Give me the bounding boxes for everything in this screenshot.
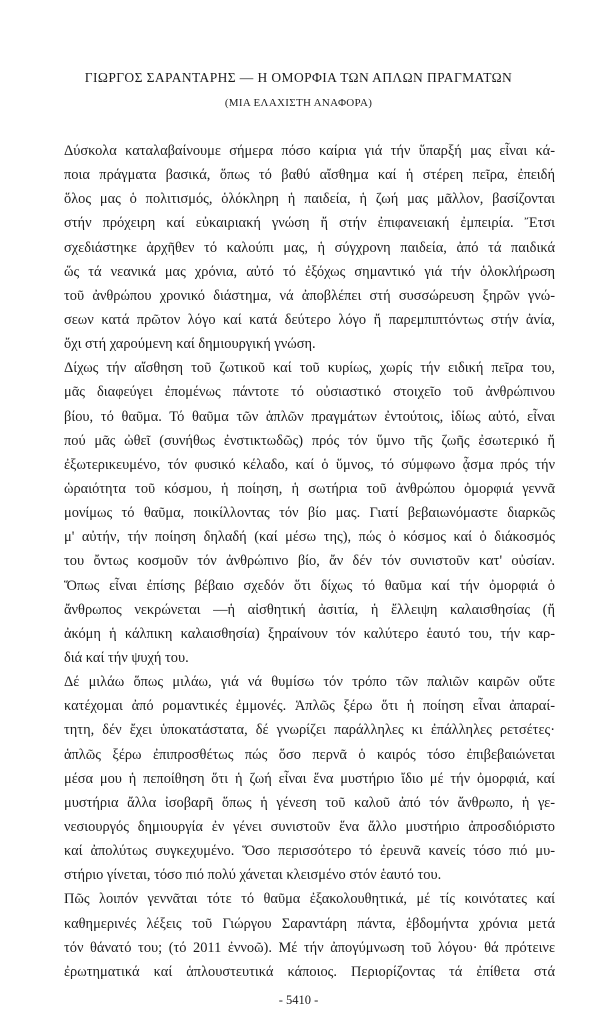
article-subtitle: (ΜΙΑ ΕΛΑΧΙΣΤΗ ΑΝΑΦΟΡΑ) (224, 97, 373, 109)
article-body (64, 139, 555, 984)
text-line: τητη, δέν ἔχει ὑποκατάστατα, δέ γνωρίζει παράλληλες κι ἐπάλληλες ρετσέτες· (64, 722, 555, 739)
text-line: πού μᾶς ὠθεῖ (συνήθως ἐνστικτωδῶς) πρός τόν ὕμνο τῆς ζωῆς ἐσωτερικό ἤ (64, 432, 555, 449)
text-line: στήν πρόχειρη καί εὐκαιριακή γνώση ἤ στήν ἐπιφανειακή ἐμπειρία. Ἔτσι (64, 215, 555, 232)
text-line: μέσα μου ἡ πεποίθηση ὅτι ἡ ζωή εἶναι ἕνα μυστήριο ἴδιο μέ τήν ὀμορφιά, καί (64, 770, 555, 787)
text-line: νεσιουργός δημιουργία ἐν γένει συνιστοῦν ἕνα ἄλλο μυστήριο ἀπροσδιόριστο (64, 818, 555, 835)
text-line: στήριο γίνεται, τόσο πιό πολύ χάνεται κλεισμένο στόν ἑαυτό του. (64, 867, 442, 884)
text-line: σεων κατά πρῶτον λόγο καί κατά δεύτερο λόγο ἤ παρεμπιπτόντως στήν ἀνία, (64, 311, 555, 328)
text-line: του ὄντως κοσμοῦν τόν ἀνθρώπινο βίο, ἄν δέν τόν συνιστοῦν κατ' οὐσίαν. (64, 553, 555, 570)
text-line: κατέχομαι ἀπό ρομαντικές ἐμμονές. Ἁπλῶς ξέρω ὅτι ἡ ποίηση εἶναι ἀπαραί- (64, 698, 555, 715)
text-line: καθημερινές λέξεις τοῦ Γιώργου Σαραντάρη πάντα, ἑβδομήντα χρόνια μετά (64, 915, 555, 932)
paragraph-4 (64, 887, 555, 984)
text-line: ὄχι στή χαρούμενη καί δημιουργική γνώση. (64, 336, 316, 353)
text-line: τόν θάνατό του; (τό 2011 ἐννοῶ). Μέ τήν ἀπογύμνωση τοῦ λόγου· θά πρότεινε (64, 939, 555, 956)
text-line: μονίμως τό θαῦμα, ποικίλλοντας τόν βίο μας. Γιατί βεβαιωνόμαστε διαρκῶς (64, 505, 555, 522)
text-line: Ὅπως εἶναι ἐπίσης βέβαιο σχεδόν ὅτι δίχως τό θαῦμα καί τήν ὀμορφιά ὁ (64, 577, 555, 594)
text-line: σχεδιάστηκε ἀρχῆθεν τό καλούπι μας, ἡ σύγχρονη παιδεία, ἀπό τά παιδικά (64, 239, 555, 256)
text-line: Δίχως τήν αἴσθηση τοῦ ζωτικοῦ καί τοῦ κυρίως, χωρίς τήν ειδική πεῖρα του, (64, 360, 555, 377)
page-number: - 5410 - (278, 993, 319, 1007)
text-line: ποια πράγματα βασικά, ὅπως τό βαθύ αἴσθημα καί ἡ στέρεη πεῖρα, ἐπειδή (64, 167, 555, 184)
text-line: μ' αὐτήν, τήν ποίηση δηλαδή (καί μέσω της), πώς ὁ κόσμος καί ὁ διάκοσμός (64, 529, 555, 546)
text-line: διά καί τήν ψυχή του. (64, 649, 189, 666)
text-line: ἐξωτερικευμένο, τόν φυσικό κέλαδο, καί ὁ ὕμνος, τό σύμφωνο ᾆσμα πρός τήν (64, 456, 555, 473)
text-line: ἀκόμη ἡ κάλπικη καλαισθησία) ξηραίνουν τόν καλύτερο ἑαυτό του, τήν καρ- (64, 625, 555, 642)
text-line: βίου, τό θαῦμα. Τό θαῦμα τῶν ἁπλῶν πραγμάτων ἐντούτοις, ἰδίως αὐτό, εἶναι (64, 408, 555, 425)
text-line: καί ἀπολύτως συγκεχυμένο. Ὅσο περισσότερο τό ἐρευνᾶ κανείς τόσο πιό μυ- (64, 843, 555, 860)
text-line: τοῦ ἀνθρώπου χρονικό διάστημα, νά ἀποβλέπει στή συσσώρευση ξηρῶν γνώ- (64, 287, 555, 304)
paragraph-1 (64, 139, 555, 356)
text-line: ἄνθρωπος νεκρώνεται —ἡ αἰσθητική ἀσιτία, ἡ ἔλλειψη καλαισθησίας (ἤ (64, 601, 555, 618)
paragraph-3 (64, 670, 555, 887)
text-line: ἁπλῶς ξέρω ἐπιπροσθέτως πώς ὅσο περνᾶ ὁ καιρός τόσο ἐπιβεβαιώνεται (64, 746, 555, 763)
text-line: ἐρωτηματικά καί ἁπλουστευτικά κάποιος. Περιορίζοντας τά ἐπίθετα στά (64, 963, 555, 980)
text-line: ὡραιότητα τοῦ κόσμου, ἡ ποίηση, ἡ σωτήρια τοῦ ἀνθρώπου ὀμορφιά γεννᾶ (64, 480, 555, 497)
article-title: ΓΙΩΡΓΟΣ ΣΑΡΑΝΤΑΡΗΣ — Η ΟΜΟΡΦΙΑ ΤΩΝ ΑΠΛΩΝ ΠΡΑΓΜΑΤΩΝ (84, 70, 513, 85)
text-line: ὥς τά νεανικά μας χρόνια, αὐτό τό ἐξόχως σημαντικό γιά τήν ὁλοκλήρωση (64, 263, 555, 280)
paragraph-2 (64, 356, 555, 670)
text-line: μᾶς διαφεύγει ἐπομένως πάντοτε τό οὐσιαστικό στοιχεῖο τοῦ ἀνθρώπινου (64, 384, 555, 401)
text-line: μυστήρια ἄλλα ἰσοβαρῆ ὅπως ἡ γένεση τοῦ καλοῦ ἀπό τόν ἄνθρωπο, ἡ γε- (64, 794, 555, 811)
text-line: Δύσκολα καταλαβαίνουμε σήμερα πόσο καίρια γιά τήν ὕπαρξή μας εἶναι κά- (64, 143, 555, 159)
text-line: ὅλος μας ὁ πολιτισμός, ὁλόκληρη ἡ παιδεία, ἡ ζωή μας μᾶλλον, βασίζονται (64, 191, 555, 208)
text-line: Πῶς λοιπόν γεννᾶται τότε τό θαῦμα ἐξακολουθητικά, μέ τίς κοινότατες καί (64, 891, 555, 908)
text-line: Δέ μιλάω ὅπως μιλάω, γιά νά θυμίσω τόν τρόπο τῶν παλιῶν καιρῶν οὔτε (64, 674, 555, 691)
